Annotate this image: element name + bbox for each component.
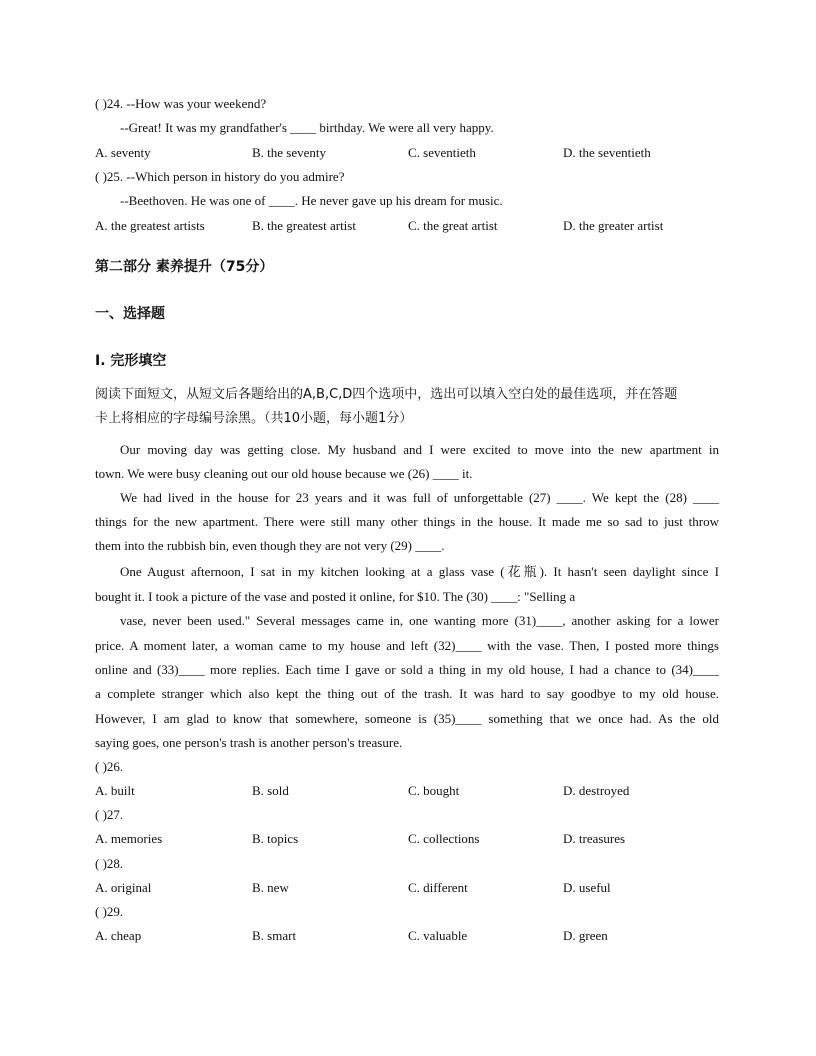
- passage-p3-line5: online and (33)____ more replies. Each time I gave or sold a thing in my old house, I had a chance to (34)____: [95, 662, 719, 677]
- cloze-heading: I. 完形填空: [95, 353, 167, 369]
- cloze-question-28-stem: ( )28.: [95, 856, 124, 871]
- question-24-dialogue: --Great! It was my grandfather's ____ birthday. We were all very happy.: [120, 120, 494, 135]
- section-one-heading: 一、选择题: [95, 306, 165, 322]
- cloze-question-26-stem: ( )26.: [95, 759, 124, 774]
- cloze-29-option-a: A. cheap: [95, 928, 142, 943]
- cloze-28-option-d: D. useful: [563, 880, 611, 895]
- passage-p2-line2: things for the new apartment. There were still many other things in the house. It made me so sad to just throw: [95, 514, 719, 529]
- cloze-27-option-c: C. collections: [408, 831, 480, 846]
- question-24-stem: ( )24. --How was your weekend?: [95, 96, 267, 111]
- cloze-question-27-stem: ( )27.: [95, 807, 124, 822]
- passage-p1-line1: Our moving day was getting close. My husband and I were excited to move into the new apartment in: [120, 442, 719, 457]
- question-25-option-d: D. the greater artist: [563, 218, 664, 233]
- cloze-27-option-a: A. memories: [95, 831, 163, 846]
- cloze-28-option-b: B. new: [252, 880, 289, 895]
- passage-p2-line3: them into the rubbish bin, even though they are not very (29) ____.: [95, 538, 445, 553]
- question-25-option-c: C. the great artist: [408, 218, 498, 233]
- cloze-29-option-c: C. valuable: [408, 928, 468, 943]
- passage-p2-line1: We had lived in the house for 23 years and it was full of unforgettable (27) ____. We kept the (28) ____: [120, 490, 719, 505]
- passage-p3-line4: price. A moment later, a woman came to my house and left (32)____ with the vase. Then, I posted more things: [95, 638, 719, 653]
- cloze-28-option-c: C. different: [408, 880, 468, 895]
- instructions-line-1: 阅读下面短文，从短文后各题给出的A,B,C,D四个选项中，选出可以填入空白处的最佳选项，并在答题: [95, 387, 678, 402]
- question-25-option-a: A. the greatest artists: [95, 218, 205, 233]
- cloze-27-option-d: D. treasures: [563, 831, 626, 846]
- question-24-option-b: B. the seventy: [252, 145, 327, 160]
- question-25-dialogue: --Beethoven. He was one of ____. He never gave up his dream for music.: [120, 193, 503, 208]
- question-25-stem: ( )25. --Which person in history do you admire?: [95, 169, 345, 184]
- cloze-26-option-d: D. destroyed: [563, 783, 630, 798]
- passage-p3-line8: saying goes, one person's trash is another person's treasure.: [95, 735, 403, 750]
- cloze-26-option-b: B. sold: [252, 783, 289, 798]
- passage-p3-line3: vase, never been used." Several messages came in, one wanting more (31)____, another asking for a lower: [120, 613, 719, 628]
- part-two-heading: 第二部分 素养提升（75分）: [95, 259, 274, 275]
- cloze-26-option-c: C. bought: [408, 783, 460, 798]
- passage-p3-line1: One August afternoon, I sat in my kitchen looking at a glass vase (花瓶). It hasn't seen daylight since I: [120, 564, 719, 579]
- instructions-line-2: 卡上将相应的字母编号涂黑。（共10小题，每小题1分）: [95, 411, 413, 426]
- question-24-option-a: A. seventy: [95, 145, 151, 160]
- passage-p3-line7: However, I am glad to know that somewhere, someone is (35)____ something that we once had. As the old: [95, 711, 719, 726]
- question-24-option-c: C. seventieth: [408, 145, 476, 160]
- cloze-question-29-stem: ( )29.: [95, 904, 124, 919]
- passage-p3-line6: a complete stranger which also kept the thing out of the trash. It was hard to say goodbye to my old house.: [95, 686, 719, 701]
- cloze-28-option-a: A. original: [95, 880, 152, 895]
- cloze-29-option-b: B. smart: [252, 928, 297, 943]
- cloze-26-option-a: A. built: [95, 783, 135, 798]
- cloze-instructions: [95, 383, 719, 431]
- cloze-29-option-d: D. green: [563, 928, 608, 943]
- passage-p1-line2: town. We were busy cleaning out our old house because we (26) ____ it.: [95, 466, 473, 481]
- cloze-27-option-b: B. topics: [252, 831, 299, 846]
- question-24-option-d: D. the seventieth: [563, 145, 651, 160]
- passage-p3-line2: bought it. I took a picture of the vase and posted it online, for $10. The (30) ____: "Selling a: [95, 589, 576, 604]
- question-25-option-b: B. the greatest artist: [252, 218, 356, 233]
